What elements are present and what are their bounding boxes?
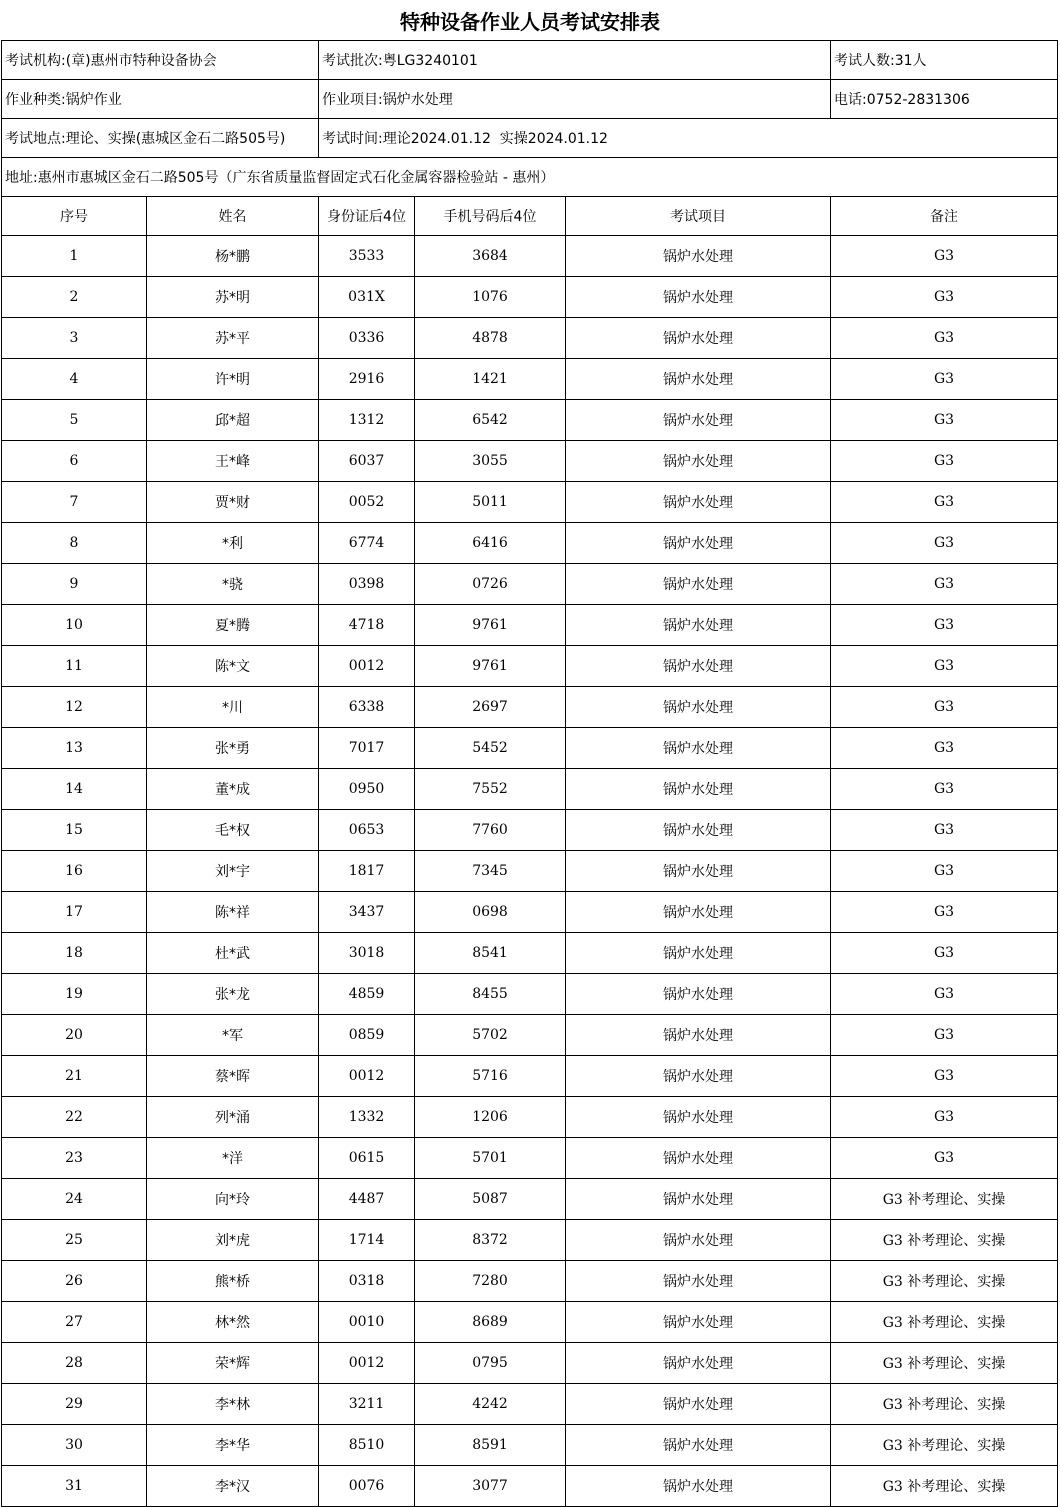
row-remark: G3	[831, 1015, 1058, 1056]
table-row	[2, 482, 1058, 523]
row-index: 11	[2, 646, 147, 687]
row-remark: G3	[831, 1097, 1058, 1138]
row-id-last4: 3437	[319, 892, 415, 933]
row-phone-last4: 7552	[415, 769, 566, 810]
row-id-last4: 1714	[319, 1220, 415, 1261]
row-index: 24	[2, 1179, 147, 1220]
row-index: 13	[2, 728, 147, 769]
row-phone-last4: 0726	[415, 564, 566, 605]
row-exam-item: 锅炉水处理	[566, 359, 831, 400]
row-index: 9	[2, 564, 147, 605]
row-index: 8	[2, 523, 147, 564]
table-row	[2, 851, 1058, 892]
header-name: 姓名	[147, 197, 319, 236]
row-phone-last4: 8541	[415, 933, 566, 974]
row-name: 李*华	[147, 1425, 319, 1466]
row-index: 7	[2, 482, 147, 523]
row-remark: G3 补考理论、实操	[831, 1466, 1058, 1507]
row-phone-last4: 5011	[415, 482, 566, 523]
exam-address: 地址:惠州市惠城区金石二路505号（广东省质量监督固定式石化金属容器检验站 - 惠州）	[2, 158, 1058, 197]
row-index: 15	[2, 810, 147, 851]
row-phone-last4: 9761	[415, 646, 566, 687]
row-remark: G3	[831, 1056, 1058, 1097]
row-exam-item: 锅炉水处理	[566, 236, 831, 277]
page-title: 特种设备作业人员考试安排表	[400, 10, 660, 34]
row-remark: G3 补考理论、实操	[831, 1220, 1058, 1261]
row-id-last4: 4718	[319, 605, 415, 646]
row-name: 陈*文	[147, 646, 319, 687]
row-index: 14	[2, 769, 147, 810]
row-id-last4: 4487	[319, 1179, 415, 1220]
row-index: 31	[2, 1466, 147, 1507]
row-index: 30	[2, 1425, 147, 1466]
table-row	[2, 400, 1058, 441]
row-id-last4: 3018	[319, 933, 415, 974]
row-id-last4: 1312	[319, 400, 415, 441]
table-row	[2, 1179, 1058, 1220]
header-phone-last4: 手机号码后4位	[415, 197, 566, 236]
table-row	[2, 1220, 1058, 1261]
row-remark: G3	[831, 851, 1058, 892]
row-remark: G3 补考理论、实操	[831, 1261, 1058, 1302]
row-index: 28	[2, 1343, 147, 1384]
row-remark: G3	[831, 1138, 1058, 1179]
row-phone-last4: 4878	[415, 318, 566, 359]
row-phone-last4: 9761	[415, 605, 566, 646]
row-exam-item: 锅炉水处理	[566, 728, 831, 769]
row-name: 陈*祥	[147, 892, 319, 933]
row-phone-last4: 4242	[415, 1384, 566, 1425]
row-name: 许*明	[147, 359, 319, 400]
table-row	[2, 1425, 1058, 1466]
info-row-1	[2, 41, 1058, 80]
row-exam-item: 锅炉水处理	[566, 1220, 831, 1261]
row-name: 荣*辉	[147, 1343, 319, 1384]
info-row-4	[2, 158, 1058, 197]
table-row	[2, 605, 1058, 646]
work-category: 作业种类:锅炉作业	[2, 80, 319, 119]
row-name: 熊*桥	[147, 1261, 319, 1302]
row-exam-item: 锅炉水处理	[566, 1302, 831, 1343]
table-row	[2, 646, 1058, 687]
row-name: 毛*权	[147, 810, 319, 851]
exam-location: 考试地点:理论、实操(惠城区金石二路505号)	[2, 119, 319, 158]
row-name: *利	[147, 523, 319, 564]
row-remark: G3	[831, 974, 1058, 1015]
table-row	[2, 810, 1058, 851]
row-phone-last4: 8689	[415, 1302, 566, 1343]
row-exam-item: 锅炉水处理	[566, 1056, 831, 1097]
row-remark: G3	[831, 769, 1058, 810]
row-remark: G3	[831, 892, 1058, 933]
row-remark: G3	[831, 277, 1058, 318]
row-remark: G3	[831, 564, 1058, 605]
header-id-last4: 身份证后4位	[319, 197, 415, 236]
table-row	[2, 974, 1058, 1015]
row-remark: G3 补考理论、实操	[831, 1302, 1058, 1343]
row-exam-item: 锅炉水处理	[566, 974, 831, 1015]
row-index: 23	[2, 1138, 147, 1179]
row-exam-item: 锅炉水处理	[566, 646, 831, 687]
row-id-last4: 8510	[319, 1425, 415, 1466]
row-phone-last4: 5702	[415, 1015, 566, 1056]
row-exam-item: 锅炉水处理	[566, 933, 831, 974]
row-phone-last4: 5452	[415, 728, 566, 769]
table-row	[2, 769, 1058, 810]
row-exam-item: 锅炉水处理	[566, 523, 831, 564]
row-phone-last4: 6542	[415, 400, 566, 441]
table-row	[2, 1343, 1058, 1384]
row-remark: G3 补考理论、实操	[831, 1179, 1058, 1220]
table-row	[2, 1056, 1058, 1097]
row-id-last4: 0052	[319, 482, 415, 523]
exam-count: 考试人数:31人	[831, 41, 1058, 80]
row-remark: G3	[831, 646, 1058, 687]
table-row	[2, 1302, 1058, 1343]
row-exam-item: 锅炉水处理	[566, 1138, 831, 1179]
table-row	[2, 523, 1058, 564]
row-id-last4: 3533	[319, 236, 415, 277]
row-exam-item: 锅炉水处理	[566, 441, 831, 482]
row-index: 1	[2, 236, 147, 277]
row-remark: G3	[831, 400, 1058, 441]
row-index: 12	[2, 687, 147, 728]
row-id-last4: 0012	[319, 646, 415, 687]
row-phone-last4: 3684	[415, 236, 566, 277]
row-name: *洋	[147, 1138, 319, 1179]
row-id-last4: 0653	[319, 810, 415, 851]
row-name: 夏*腾	[147, 605, 319, 646]
table-row	[2, 933, 1058, 974]
row-remark: G3	[831, 687, 1058, 728]
row-exam-item: 锅炉水处理	[566, 400, 831, 441]
row-exam-item: 锅炉水处理	[566, 1179, 831, 1220]
row-phone-last4: 8372	[415, 1220, 566, 1261]
table-row	[2, 277, 1058, 318]
row-remark: G3	[831, 933, 1058, 974]
row-exam-item: 锅炉水处理	[566, 318, 831, 359]
row-id-last4: 0336	[319, 318, 415, 359]
table-row	[2, 318, 1058, 359]
row-id-last4: 3211	[319, 1384, 415, 1425]
row-exam-item: 锅炉水处理	[566, 1097, 831, 1138]
row-name: 列*涌	[147, 1097, 319, 1138]
row-exam-item: 锅炉水处理	[566, 687, 831, 728]
row-index: 16	[2, 851, 147, 892]
row-exam-item: 锅炉水处理	[566, 1425, 831, 1466]
table-row	[2, 1138, 1058, 1179]
row-id-last4: 0012	[319, 1343, 415, 1384]
row-id-last4: 0076	[319, 1466, 415, 1507]
row-name: 张*勇	[147, 728, 319, 769]
row-id-last4: 6774	[319, 523, 415, 564]
row-name: *川	[147, 687, 319, 728]
row-remark: G3	[831, 318, 1058, 359]
row-phone-last4: 3077	[415, 1466, 566, 1507]
info-row-2	[2, 80, 1058, 119]
row-phone-last4: 0795	[415, 1343, 566, 1384]
row-name: 蔡*晖	[147, 1056, 319, 1097]
table-row	[2, 359, 1058, 400]
row-name: 王*峰	[147, 441, 319, 482]
row-id-last4: 7017	[319, 728, 415, 769]
exam-schedule-table	[1, 40, 1058, 1507]
row-id-last4: 1817	[319, 851, 415, 892]
row-id-last4: 0859	[319, 1015, 415, 1056]
row-exam-item: 锅炉水处理	[566, 1261, 831, 1302]
row-phone-last4: 2697	[415, 687, 566, 728]
row-exam-item: 锅炉水处理	[566, 1384, 831, 1425]
row-index: 17	[2, 892, 147, 933]
row-phone-last4: 1421	[415, 359, 566, 400]
row-index: 3	[2, 318, 147, 359]
row-exam-item: 锅炉水处理	[566, 605, 831, 646]
row-index: 27	[2, 1302, 147, 1343]
row-id-last4: 1332	[319, 1097, 415, 1138]
table-row	[2, 441, 1058, 482]
row-id-last4: 0398	[319, 564, 415, 605]
contact-phone: 电话:0752-2831306	[831, 80, 1058, 119]
row-exam-item: 锅炉水处理	[566, 851, 831, 892]
row-index: 21	[2, 1056, 147, 1097]
row-id-last4: 2916	[319, 359, 415, 400]
row-id-last4: 0318	[319, 1261, 415, 1302]
row-name: 杜*武	[147, 933, 319, 974]
row-phone-last4: 1076	[415, 277, 566, 318]
row-name: 李*林	[147, 1384, 319, 1425]
row-id-last4: 0010	[319, 1302, 415, 1343]
table-header-row	[2, 197, 1058, 236]
row-phone-last4: 0698	[415, 892, 566, 933]
table-row	[2, 892, 1058, 933]
row-index: 18	[2, 933, 147, 974]
row-name: *军	[147, 1015, 319, 1056]
row-name: 贾*财	[147, 482, 319, 523]
row-remark: G3 补考理论、实操	[831, 1425, 1058, 1466]
exam-organization: 考试机构:(章)惠州市特种设备协会	[2, 41, 319, 80]
row-index: 4	[2, 359, 147, 400]
row-remark: G3	[831, 523, 1058, 564]
row-exam-item: 锅炉水处理	[566, 1343, 831, 1384]
row-name: 杨*鹏	[147, 236, 319, 277]
row-remark: G3	[831, 810, 1058, 851]
row-id-last4: 0615	[319, 1138, 415, 1179]
header-index: 序号	[2, 197, 147, 236]
row-name: 董*成	[147, 769, 319, 810]
row-remark: G3	[831, 236, 1058, 277]
row-name: 苏*明	[147, 277, 319, 318]
header-remark: 备注	[831, 197, 1058, 236]
row-remark: G3	[831, 482, 1058, 523]
row-name: 向*玲	[147, 1179, 319, 1220]
row-exam-item: 锅炉水处理	[566, 277, 831, 318]
table-row	[2, 687, 1058, 728]
row-phone-last4: 8591	[415, 1425, 566, 1466]
row-exam-item: 锅炉水处理	[566, 810, 831, 851]
row-phone-last4: 8455	[415, 974, 566, 1015]
table-row	[2, 564, 1058, 605]
row-exam-item: 锅炉水处理	[566, 769, 831, 810]
row-exam-item: 锅炉水处理	[566, 1466, 831, 1507]
row-remark: G3	[831, 441, 1058, 482]
info-row-3	[2, 119, 1058, 158]
row-exam-item: 锅炉水处理	[566, 482, 831, 523]
row-phone-last4: 1206	[415, 1097, 566, 1138]
row-phone-last4: 3055	[415, 441, 566, 482]
row-index: 22	[2, 1097, 147, 1138]
row-name: 张*龙	[147, 974, 319, 1015]
table-row	[2, 1015, 1058, 1056]
row-name: 刘*宇	[147, 851, 319, 892]
row-index: 19	[2, 974, 147, 1015]
header-exam-item: 考试项目	[566, 197, 831, 236]
exam-time: 考试时间:理论2024.01.12 实操2024.01.12	[319, 119, 1058, 158]
row-remark: G3 补考理论、实操	[831, 1384, 1058, 1425]
table-row	[2, 1097, 1058, 1138]
row-exam-item: 锅炉水处理	[566, 1015, 831, 1056]
row-id-last4: 4859	[319, 974, 415, 1015]
row-remark: G3	[831, 359, 1058, 400]
row-name: 邱*超	[147, 400, 319, 441]
row-index: 2	[2, 277, 147, 318]
row-index: 6	[2, 441, 147, 482]
row-id-last4: 031X	[319, 277, 415, 318]
row-exam-item: 锅炉水处理	[566, 564, 831, 605]
row-remark: G3	[831, 605, 1058, 646]
row-phone-last4: 7280	[415, 1261, 566, 1302]
row-phone-last4: 5716	[415, 1056, 566, 1097]
row-index: 26	[2, 1261, 147, 1302]
row-name: 苏*平	[147, 318, 319, 359]
row-name: 林*然	[147, 1302, 319, 1343]
exam-batch: 考试批次:粤LG3240101	[319, 41, 831, 80]
table-row	[2, 728, 1058, 769]
row-name: *骁	[147, 564, 319, 605]
row-id-last4: 0950	[319, 769, 415, 810]
row-id-last4: 6338	[319, 687, 415, 728]
row-phone-last4: 7345	[415, 851, 566, 892]
row-phone-last4: 5087	[415, 1179, 566, 1220]
row-name: 刘*虎	[147, 1220, 319, 1261]
row-id-last4: 6037	[319, 441, 415, 482]
row-id-last4: 0012	[319, 1056, 415, 1097]
row-exam-item: 锅炉水处理	[566, 892, 831, 933]
table-row	[2, 236, 1058, 277]
table-row	[2, 1261, 1058, 1302]
row-phone-last4: 6416	[415, 523, 566, 564]
row-name: 李*汉	[147, 1466, 319, 1507]
row-index: 25	[2, 1220, 147, 1261]
row-remark: G3 补考理论、实操	[831, 1343, 1058, 1384]
table-row	[2, 1466, 1058, 1507]
table-row	[2, 1384, 1058, 1425]
work-item: 作业项目:锅炉水处理	[319, 80, 831, 119]
row-index: 20	[2, 1015, 147, 1056]
row-index: 10	[2, 605, 147, 646]
row-remark: G3	[831, 728, 1058, 769]
row-phone-last4: 7760	[415, 810, 566, 851]
row-phone-last4: 5701	[415, 1138, 566, 1179]
row-index: 5	[2, 400, 147, 441]
row-index: 29	[2, 1384, 147, 1425]
